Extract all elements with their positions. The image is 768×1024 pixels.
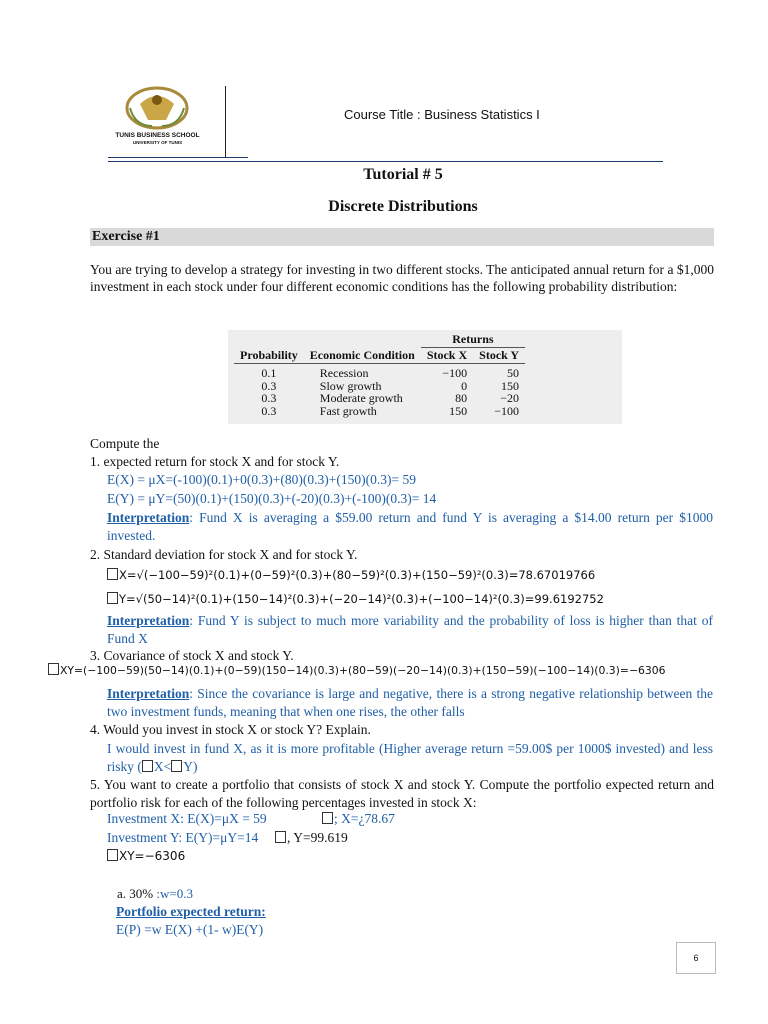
portfolio-formula: E(P) =w E(X) +(1- w)E(Y): [116, 922, 264, 937]
course-title: Course Title : Business Statistics I: [344, 107, 540, 122]
table-row: 0.3 Fast growth 150 −100: [261, 403, 520, 418]
question-4: 4. Would you invest in stock X or stock Y? Explain.: [90, 722, 371, 737]
sigma-placeholder-icon: [107, 568, 118, 580]
subject-title: Discrete Distributions: [328, 198, 478, 215]
case-a: a. 30% :w=0.3: [117, 886, 193, 901]
question-1: 1. expected return for stock X and for stock Y.: [90, 454, 340, 469]
expected-x: E(X) = μX=(-100)(0.1)+0(0.3)+(80)(0.3)+(150)(0.3)= 59: [107, 472, 416, 487]
header-rule-short: [108, 157, 248, 158]
answer-4: I would invest in fund X, as it is more profitable (Higher average return =59.00$ per 1000$ invested) and less risky ( X< Y): [107, 741, 713, 774]
covariance-formula-wrap: [48, 663, 768, 677]
sigma-xy: XY=−6306: [107, 849, 185, 863]
table-row: 0.1 Recession −100 50: [261, 366, 520, 380]
investment-y-sigma: , Y=99.619: [275, 829, 348, 847]
col-stock-x: Stock X: [426, 348, 468, 362]
table-row: 0.3 Slow growth 0 150: [261, 378, 520, 393]
school-logo: [100, 86, 215, 152]
col-stock-y: Stock Y: [479, 348, 520, 362]
returns-header: Returns: [421, 332, 525, 348]
sigma-placeholder-icon: [107, 592, 118, 604]
investment-x-sigma: ; X=¿78.67: [322, 810, 395, 828]
exercise-bar: [90, 228, 714, 246]
investment-y: Investment Y: E(Y)=μY=14: [107, 830, 259, 845]
question-3: 3. Covariance of stock X and stock Y.: [90, 648, 294, 663]
col-probability: Probability: [240, 347, 298, 362]
sigma-placeholder-icon: [48, 663, 59, 675]
col-condition: Economic Condition: [309, 347, 415, 362]
logo-text: TUNIS BUSINESS SCHOOL: [115, 132, 200, 139]
sigma-x-formula: X=√(−100−59)²(0.1)+(0−59)²(0.3)+(80−59)²(0.3)+(150−59)²(0.3)=78.67019766: [107, 568, 595, 582]
sigma-placeholder-icon: [107, 849, 118, 861]
exercise-title: Exercise #1: [92, 229, 160, 244]
interpretation-3: Interpretation: Since the covariance is large and negative, there is a strong negative relationship between the two investment funds, meaning that when one rises, the other falls: [107, 686, 713, 719]
compute-label: Compute the: [90, 436, 160, 451]
sigma-y-formula: Y=√(50−14)²(0.1)+(150−14)²(0.3)+(−20−14)²(0.3)+(−100−14)²(0.3)=99.6192752: [107, 592, 604, 606]
sigma-placeholder-icon: [322, 812, 333, 824]
portfolio-label: Portfolio expected return:: [116, 904, 266, 919]
sigma-placeholder-icon: [171, 760, 182, 772]
probability-table: [228, 330, 622, 424]
header-rule: [108, 161, 663, 162]
sigma-placeholder-icon: [275, 831, 286, 843]
interpretation-1: Interpretation: Fund X is averaging a $59.00 return and fund Y is averaging a $14.00 return per $1000 invested.: [107, 510, 713, 543]
question-2: 2. Standard deviation for stock X and for stock Y.: [90, 547, 358, 562]
page-number: 6: [676, 942, 716, 974]
expected-y: E(Y) = μY=(50)(0.1)+(150)(0.3)+(-20)(0.3)+(-100)(0.3)= 14: [107, 491, 437, 506]
intro-paragraph: You are trying to develop a strategy for investing in two different stocks. The anticipated annual return for a $1,000 investment in each stock under four different economic conditions has the following probability distribution:: [90, 262, 714, 294]
logo-subtext: UNIVERSITY OF TUNIS: [132, 140, 183, 145]
covariance-formula: XY=(−100−59)(50−14)(0.1)+(0−59)(150−14)(0.3)+(80−59)(−20−14)(0.3)+(150−59)(−100−14)(0.3)=−6306: [48, 663, 768, 677]
tutorial-title: Tutorial # 5: [363, 166, 443, 183]
sigma-placeholder-icon: [142, 760, 153, 772]
header-divider: [225, 86, 226, 158]
table-row: 0.3 Moderate growth 80 −20: [261, 391, 520, 405]
question-5: 5. You want to create a portfolio that consists of stock X and stock Y. Compute the portfolio expected return and portfolio risk for each of the following percentages invested in stock X:: [90, 777, 714, 810]
investment-x: Investment X: E(X)=μX = 59: [107, 811, 267, 826]
interpretation-2: Interpretation: Fund Y is subject to much more variability and the probability of loss is higher than that of Fund X: [107, 613, 713, 646]
